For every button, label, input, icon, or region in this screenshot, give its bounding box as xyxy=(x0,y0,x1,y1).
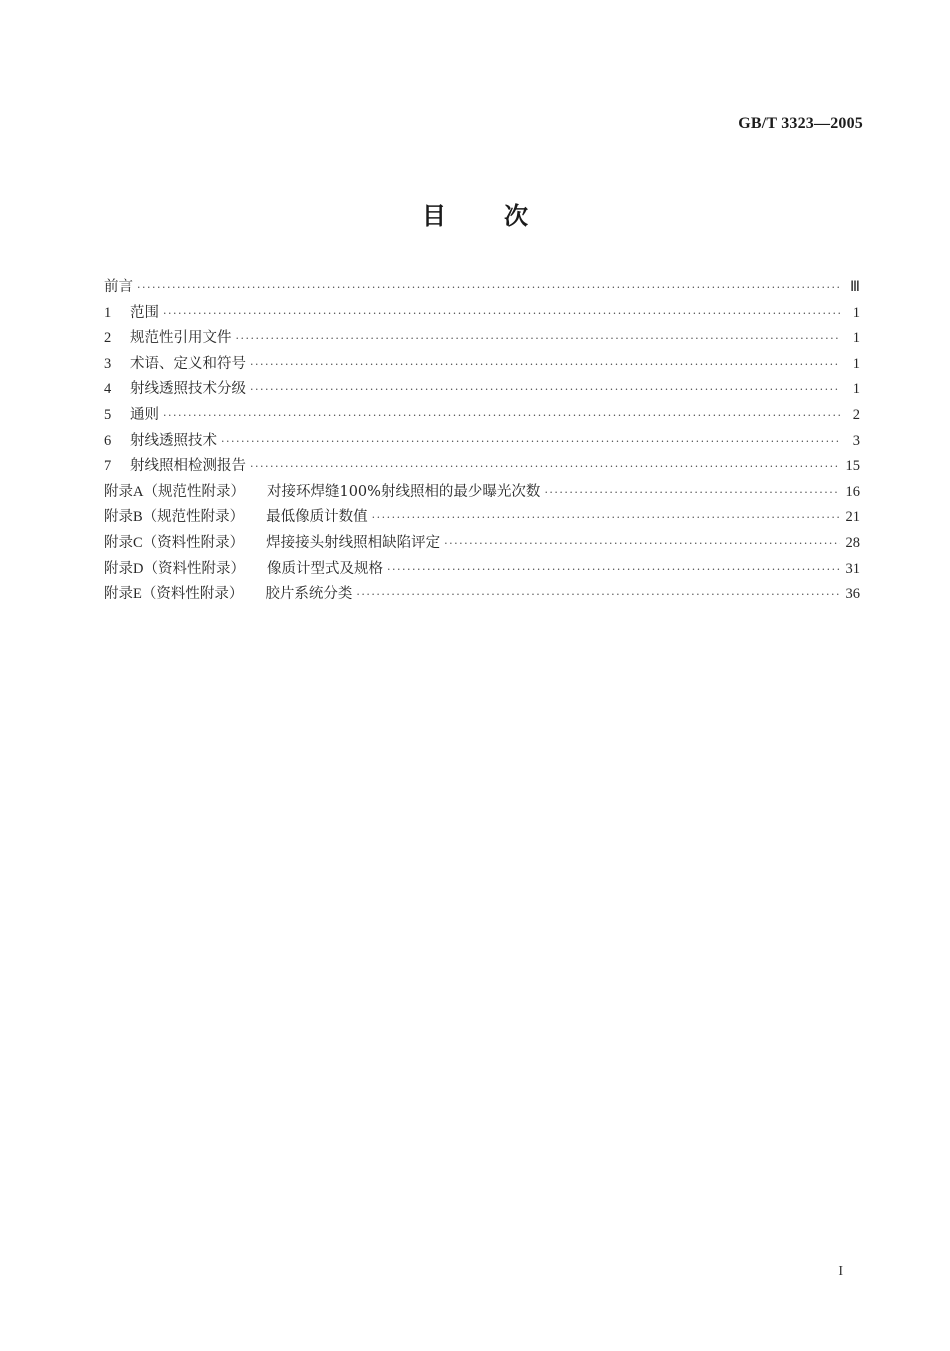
toc-entry-annex-a[interactable] xyxy=(104,480,860,506)
toc-entry-number: 附录E（资料性附录） xyxy=(104,586,244,603)
toc-entry-annex-d[interactable] xyxy=(104,557,860,583)
toc-entry-label xyxy=(104,275,137,296)
page-number: I xyxy=(838,1264,843,1279)
toc-entry-page: 31 xyxy=(845,560,860,577)
dot-leader xyxy=(372,511,840,524)
dot-leader xyxy=(544,486,839,499)
toc-entry-6[interactable] xyxy=(104,429,860,455)
toc-entry-7[interactable] xyxy=(104,454,860,480)
standard-code: GB/T 3323—2005 xyxy=(738,115,863,132)
dot-leader xyxy=(444,537,839,550)
toc-entry-label xyxy=(104,505,372,526)
toc-entry-number: 7 xyxy=(104,458,112,475)
toc-entry-page: 1 xyxy=(852,330,860,347)
toc-entry-title: 规范性引用文件 xyxy=(130,330,232,347)
toc-entry-title: 通则 xyxy=(130,406,159,423)
toc-entry-page: 1 xyxy=(852,355,860,372)
toc-entry-page: 2 xyxy=(852,406,860,423)
dot-leader xyxy=(163,409,840,422)
toc-entry-page: 15 xyxy=(845,458,860,475)
toc-entry-title: 对接环焊缝100%射线照相的最少曝光次数 xyxy=(266,483,541,500)
dot-leader xyxy=(356,588,839,601)
toc-entry-title: 射线照相检测报告 xyxy=(130,458,246,475)
toc-entry-page: Ⅲ xyxy=(850,279,860,295)
toc-entry-title: 术语、定义和符号 xyxy=(130,355,246,372)
toc-entry-label xyxy=(104,377,250,398)
toc-entry-title: 像质计型式及规格 xyxy=(266,560,383,577)
dot-leader xyxy=(250,460,840,473)
toc-entry-label xyxy=(104,480,544,501)
toc-entry-1[interactable] xyxy=(104,301,860,327)
toc-entry-title: 前言 xyxy=(104,279,133,295)
toc-entry-3[interactable] xyxy=(104,352,860,378)
toc-entry-title: 范围 xyxy=(130,304,159,321)
toc-entry-title: 胶片系统分类 xyxy=(265,586,353,603)
toc-entry-label xyxy=(104,301,163,322)
dot-leader xyxy=(137,281,840,294)
toc-entry-page: 36 xyxy=(845,586,860,603)
toc-entry-page: 3 xyxy=(852,432,860,449)
toc-entry-annex-c[interactable] xyxy=(104,531,860,557)
toc-entry-page: 21 xyxy=(845,509,860,526)
dot-leader xyxy=(250,383,840,396)
toc-entry-page: 1 xyxy=(852,304,860,321)
page-title xyxy=(0,196,950,231)
dot-leader xyxy=(236,332,841,345)
toc-entry-title: 焊接接头射线照相缺陷评定 xyxy=(266,534,441,551)
toc-entry-page: 1 xyxy=(852,381,860,398)
toc-entry-label xyxy=(104,557,387,578)
toc-entry-annex-b[interactable] xyxy=(104,505,860,531)
toc-entry-title: 射线透照技术分级 xyxy=(130,381,246,398)
table-of-contents xyxy=(104,275,860,608)
toc-entry-2[interactable] xyxy=(104,326,860,352)
dot-leader xyxy=(387,563,840,576)
dot-leader xyxy=(163,307,840,320)
toc-entry-number: 1 xyxy=(104,304,112,321)
toc-entry-label xyxy=(104,326,236,347)
toc-entry-number: 4 xyxy=(104,381,112,398)
toc-entry-4[interactable] xyxy=(104,377,860,403)
page-title-char-1: 目 xyxy=(422,202,446,230)
toc-entry-number: 6 xyxy=(104,432,112,449)
toc-entry-label xyxy=(104,454,250,475)
toc-entry-number: 附录A（规范性附录） xyxy=(104,483,245,500)
toc-entry-label xyxy=(104,403,163,424)
toc-entry-page: 28 xyxy=(845,534,860,551)
toc-entry-number: 附录B（规范性附录） xyxy=(104,509,245,526)
toc-entry-label xyxy=(104,429,221,450)
toc-entry-title: 最低像质计数值 xyxy=(266,509,368,526)
toc-entry-label xyxy=(104,531,444,552)
toc-entry-5[interactable] xyxy=(104,403,860,429)
toc-entry-number: 5 xyxy=(104,406,112,423)
toc-entry-label xyxy=(104,352,250,373)
toc-entry-page: 16 xyxy=(845,483,860,500)
dot-leader xyxy=(221,435,840,448)
toc-entry-preface[interactable] xyxy=(104,275,860,301)
page-title-char-2: 次 xyxy=(504,202,528,230)
toc-entry-title: 射线透照技术 xyxy=(130,432,217,449)
toc-entry-number: 2 xyxy=(104,330,112,347)
toc-entry-annex-e[interactable] xyxy=(104,582,860,608)
toc-entry-number: 附录D（资料性附录） xyxy=(104,560,245,577)
dot-leader xyxy=(250,358,840,371)
toc-entry-number: 3 xyxy=(104,355,112,372)
toc-entry-label xyxy=(104,582,356,603)
toc-entry-number: 附录C（资料性附录） xyxy=(104,534,245,551)
